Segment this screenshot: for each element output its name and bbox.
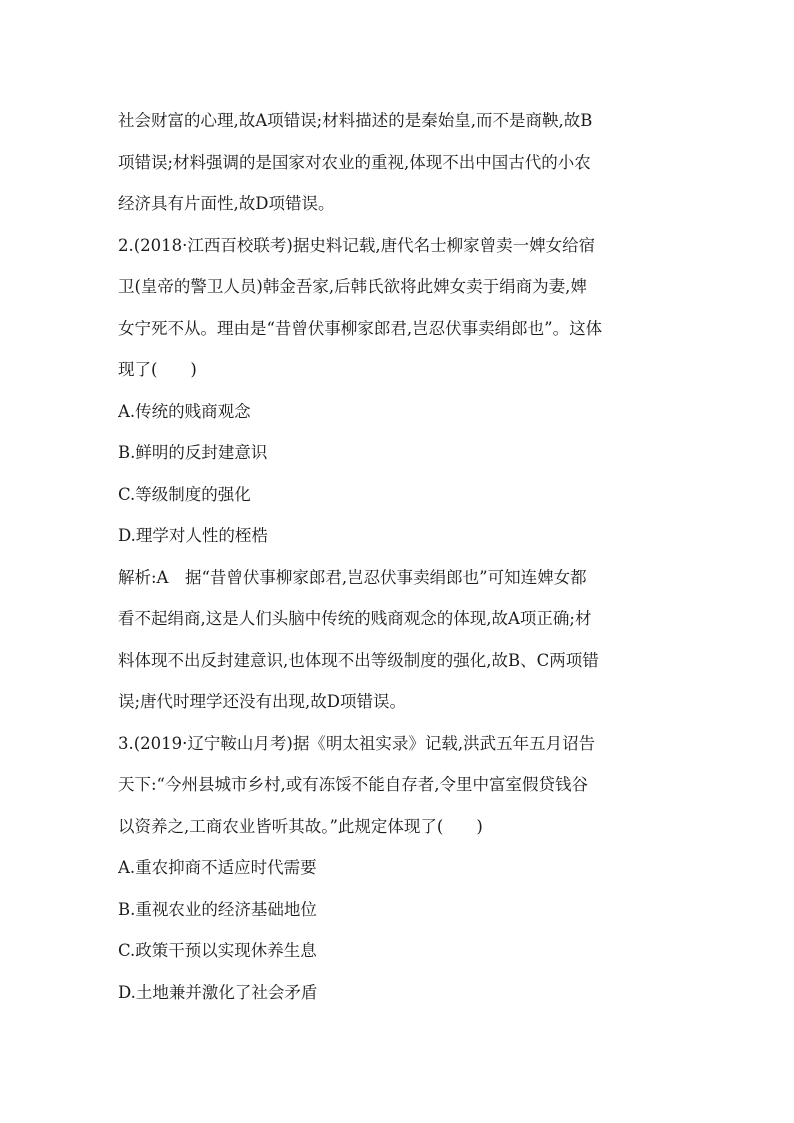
explanation-line: 经济具有片面性,故D项错误。 [118,194,335,213]
question-2-analysis: 误;唐代时理学还没有出现,故D项错误。 [118,692,407,711]
question-2-analysis: 料体现不出反封建意识,也体现不出等级制度的强化,故B、C两项错 [118,650,599,670]
explanation-line: 社会财富的心理,故A项错误;材料描述的是秦始皇,而不是商鞅,故B [118,111,593,130]
question-2-option-d: D.理学对人性的桎梏 [118,526,268,545]
question-2-stem: 女宁死不从。理由是“昔曾伏事柳家郎君,岂忍伏事卖绢郎也”。这体 [118,318,603,338]
question-3-stem: 天下:“今州县城市乡村,或有冻馁不能自存者,令里中富室假贷钱谷 [118,775,588,794]
question-3-option-d: D.土地兼并激化了社会矛盾 [118,982,318,1002]
question-2-option-c: C.等级制度的强化 [118,484,251,504]
question-2-stem: 2.(2018·江西百校联考)据史料记载,唐代名士柳家曾卖一婢女给宿 [118,235,596,255]
question-3-option-a: A.重农抑商不适应时代需要 [118,858,317,877]
question-3-option-b: B.重视农业的经济基础地位 [118,899,317,919]
question-2-option-b: B.鲜明的反封建意识 [118,443,268,462]
document-page [118,100,678,1013]
explanation-line: 项错误;材料强调的是国家对农业的重视,体现不出中国古代的小农 [118,152,591,172]
question-2-option-a: A.传统的贱商观念 [118,401,251,421]
question-3-stem: 以资养之,工商农业皆听其故。”此规定体现了( ) [118,816,483,836]
question-3-option-c: C.政策干预以实现休养生息 [118,941,317,960]
question-2-stem: 卫(皇帝的警卫人员)韩金吾家,后韩氏欲将此婢女卖于绢商为妻,婢 [118,277,587,296]
question-3-stem: 3.(2019·辽宁鞍山月考)据《明太祖实录》记载,洪武五年五月诏告 [118,733,596,753]
question-2-stem: 现了( ) [118,360,197,379]
question-2-analysis: 看不起绢商,这是人们头脑中传统的贱商观念的体现,故A项正确;材 [118,609,592,628]
question-2-analysis: 解析:A 据“昔曾伏事柳家郎君,岂忍伏事卖绢郎也”可知连婢女都 [118,567,587,587]
